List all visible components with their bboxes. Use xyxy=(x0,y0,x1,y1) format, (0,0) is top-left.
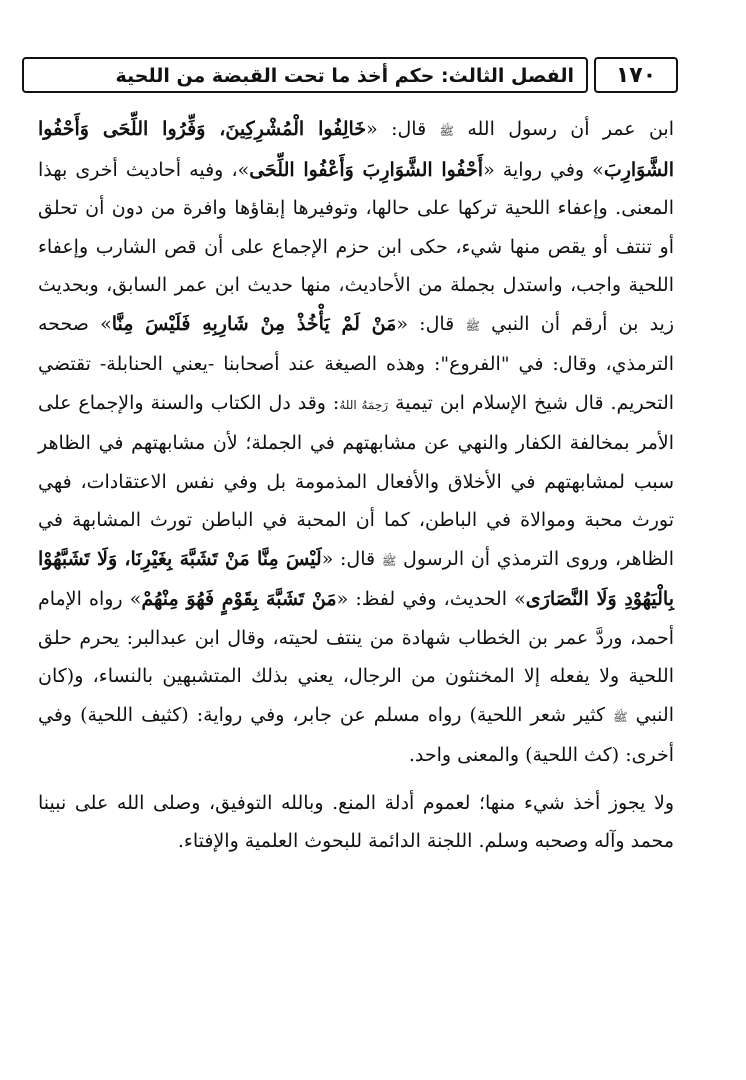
chapter-title: الفصل الثالث: حكم أخذ ما تحت القبضة من اللحية xyxy=(115,65,574,87)
hadith-quote: لَيْسَ مِنَّا مَنْ تَشَبَّهَ بِغَيْرِنَا، وَلَا تَشَبَّهُوْا بِالْيَهُوْدِ وَلَا النَّصَارَى xyxy=(38,547,674,610)
page-number-box xyxy=(594,57,678,93)
body-text xyxy=(38,110,674,861)
hadith-quote: مَنْ تَشَبَّهَ بِقَوْمٍ فَهُوَ مِنْهُمْ xyxy=(141,588,337,610)
honorific-glyph: ﷺ xyxy=(465,318,480,333)
hadith-quote: مَنْ لَمْ يَأْخُذْ مِنْ شَارِبِهِ فَلَيْسَ مِنَّا xyxy=(111,312,397,335)
text-run: : وقد دل الكتاب والسنة والإجماع على الأمر بمخالفة الكفار والنهي عن مشابهتهم في الجملة؛ لأن مشابهتهم في الظاهر سبب لمشابهتهم في الأخلاق والأفعال المذمومة بل وفي نفس الاعتقادات، فهي تورث محبة وموالاة في الباطن، كما أن المحبة في الباطن تورث المشابهة في الظاهر، وروى الترمذي أن الرسول xyxy=(38,391,674,570)
honorific-glyph: ﷺ xyxy=(381,553,397,568)
page-header xyxy=(22,57,678,97)
text-run: قال: « xyxy=(366,118,440,140)
text-run: » وفي رواية « xyxy=(483,158,604,181)
text-run: » صححه الترمذي، وقال: في "الفروع": وهذه الصيغة عند أصحابنا -يعني الحنابلة- تقتضي التحريم. قال شيخ الإسلام ابن تيمية xyxy=(38,312,675,414)
text-run: قال: « xyxy=(396,312,466,335)
text-run: » الحديث، وفي لفظ: « xyxy=(336,588,526,610)
paragraph-2: ولا يجوز أخذ شيء منها؛ لعموم أدلة المنع. وبالله التوفيق، وصلى الله على نبينا محمد وآله وصحبه وسلم. اللجنة الدائمة للبحوث العلمية والإفتاء. xyxy=(38,791,674,852)
hadith-quote: خَالِفُوا الْمُشْرِكِينَ، وَفِّرُوا اللِّحَى وَأَحْفُوا الشَّوَارِبَ xyxy=(38,118,674,181)
text-run: ابن عمر أن رسول الله xyxy=(453,118,674,140)
honorific-glyph: ﷺ xyxy=(613,709,628,724)
honorific-glyph: رَحِمَهُ اللهُ xyxy=(339,397,389,412)
text-run: قال: « xyxy=(321,547,382,570)
hadith-quote: أَحْفُوا الشَّوَارِبَ وَأَعْفُوا اللِّحَى xyxy=(249,158,484,181)
text-run: »، وفيه أحاديث أخرى بهذا المعنى. وإعفاء اللحية تركها على حالها، وتوفيرها إبقاؤها وافرة من دون أن تحلق أو تنتف أو يقص منها شيء، حكى ابن حزم الإجماع على أن قص الشارب وإعفاء اللحية واجب، واستدل بجملة من الأحاديث، منها حديث ابن عمر السابق، وبحديث زيد بن أرقم أن النبي xyxy=(38,158,675,335)
chapter-title-box xyxy=(22,57,588,93)
paragraph-1 xyxy=(38,110,674,775)
text-run: كثير شعر اللحية) رواه مسلم عن جابر، وفي رواية: (كثيف اللحية) وفي أخرى: (كث اللحية) والمعنى واحد. xyxy=(38,703,674,766)
page-number: ١٧٠ xyxy=(615,63,657,88)
text-run: » رواه الإمام أحمد، وردَّ عمر بن الخطاب شهادة من ينتف لحيته، وقال ابن عبدالبر: يحرم حلق اللحية ولا يفعله إلا المخنثون من الرجال، يعني بذلك المتشبهين بالنساء، و(كان النبي xyxy=(38,588,674,726)
honorific-glyph: ﷺ xyxy=(439,124,454,138)
